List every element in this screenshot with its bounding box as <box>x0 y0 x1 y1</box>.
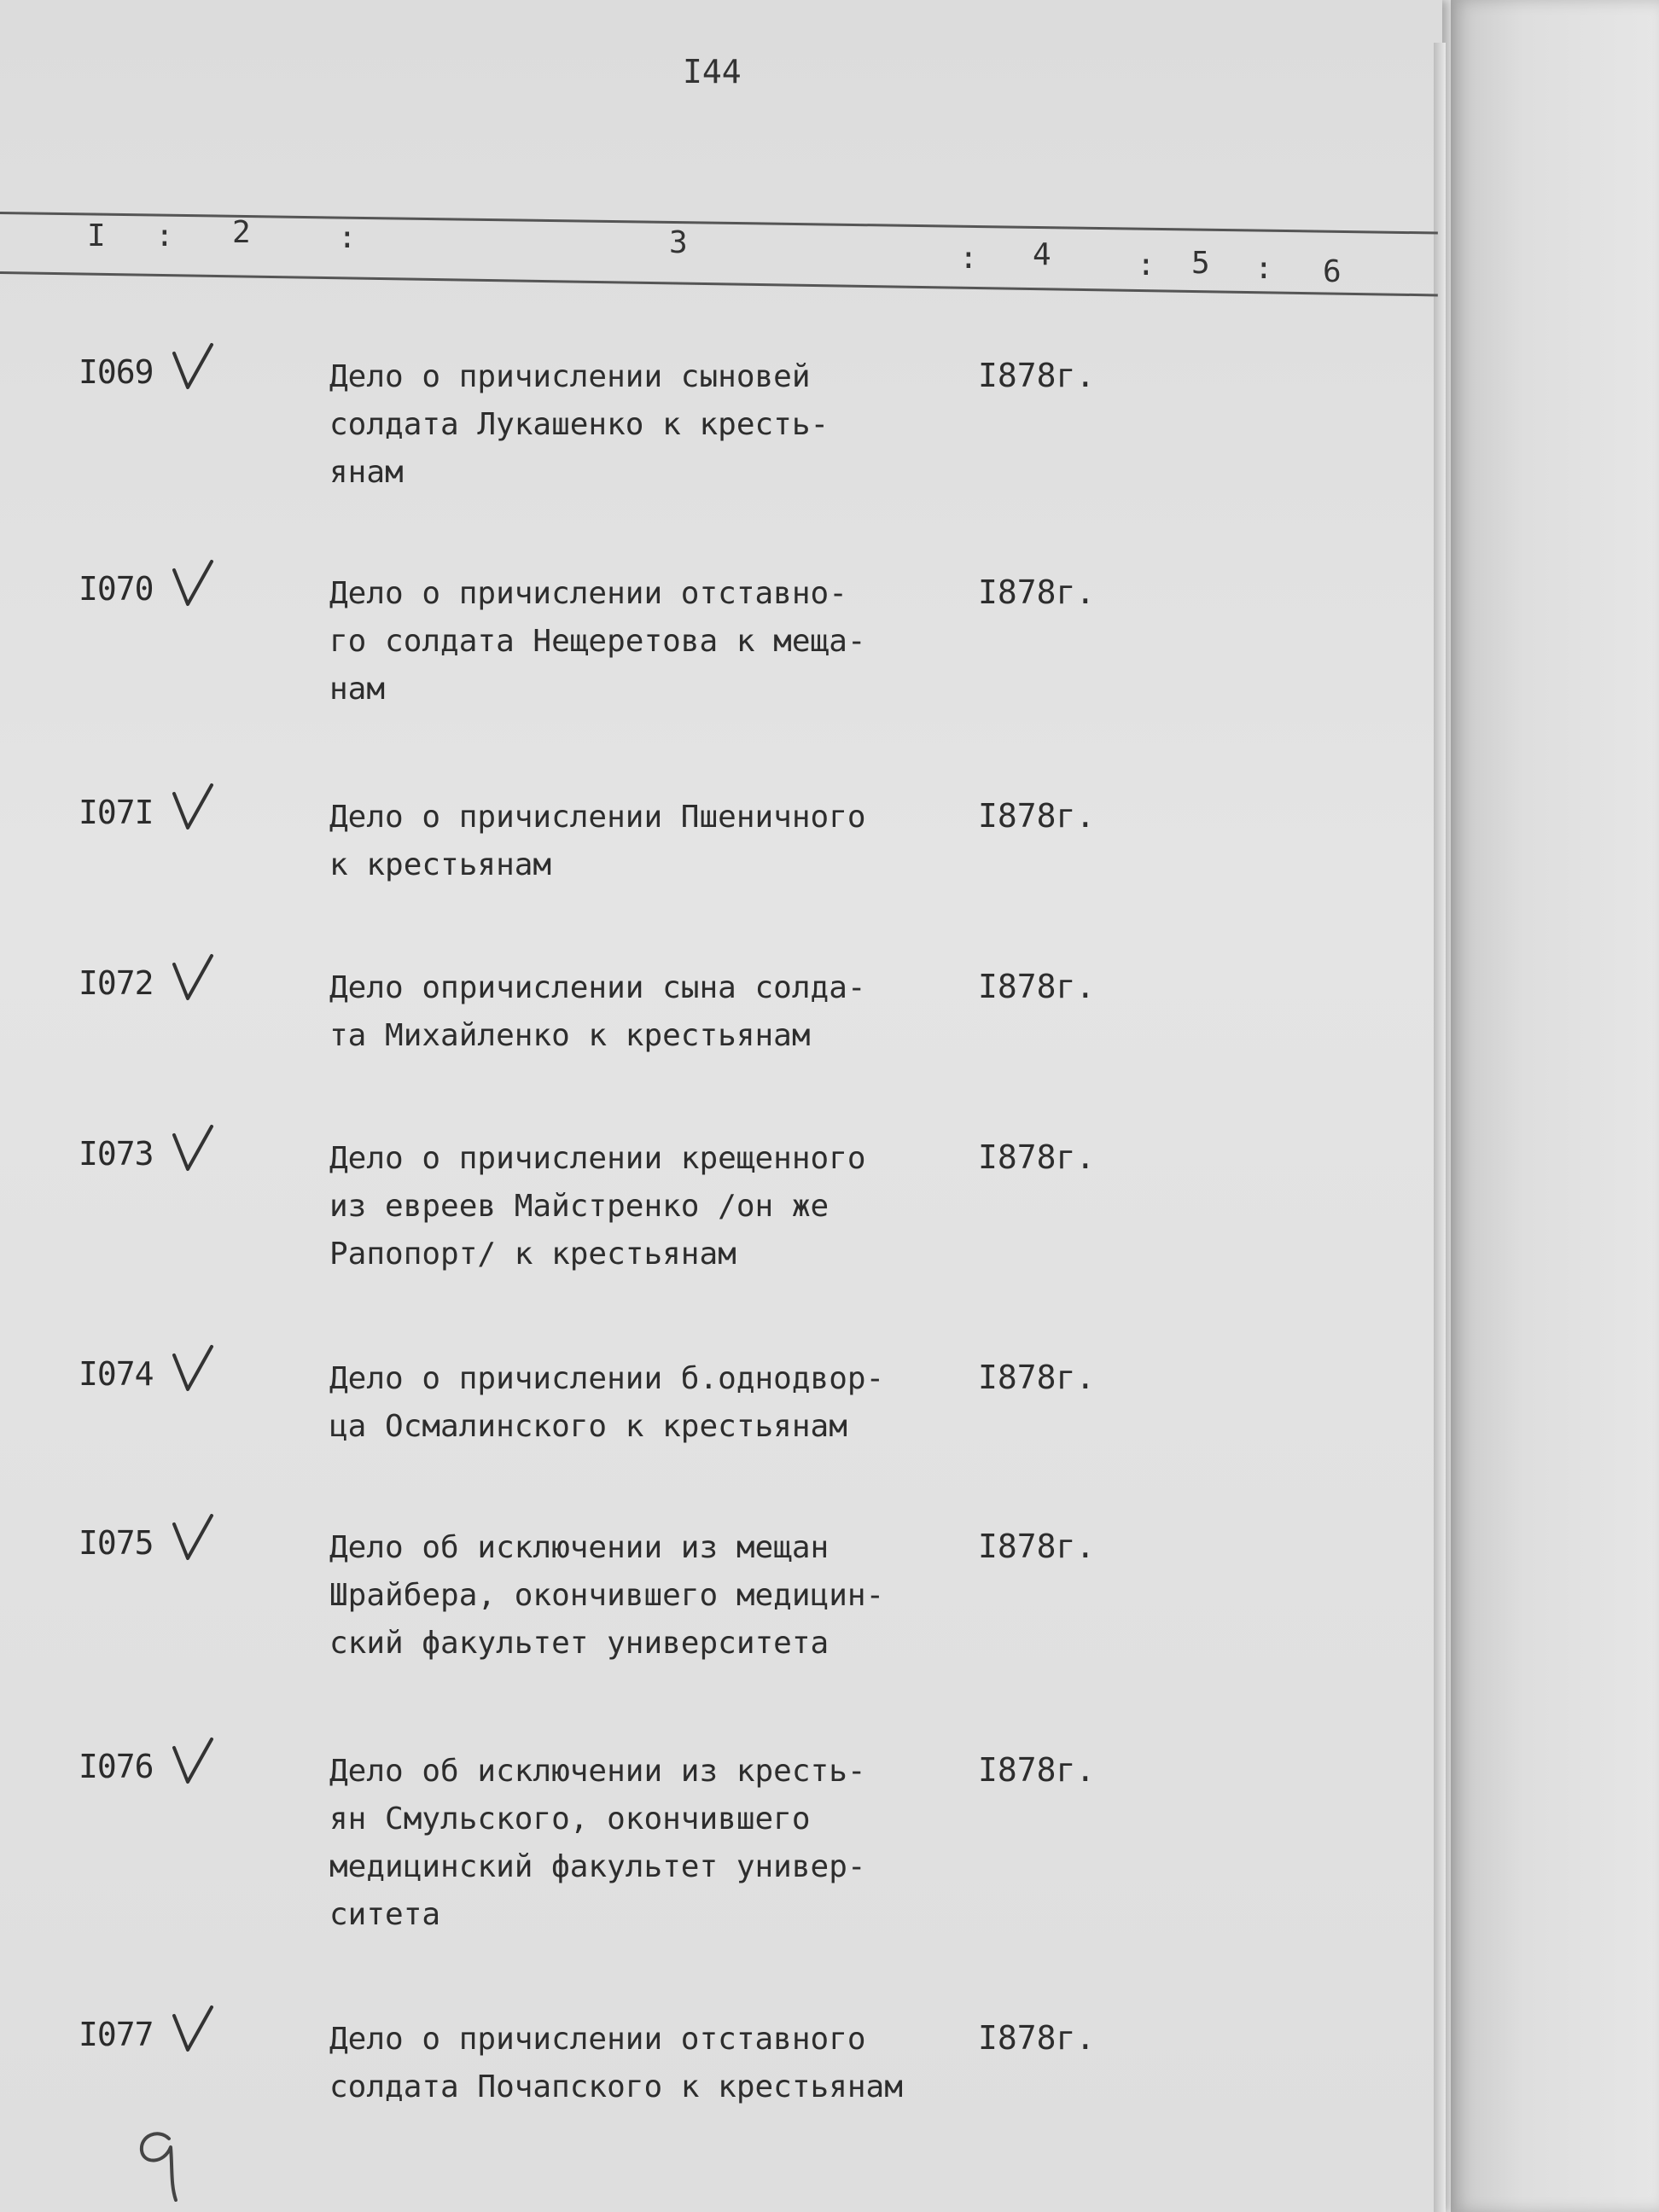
entry-title: Дело о причислении Пшеничного к крестьянам <box>329 800 866 882</box>
entry-title: Дело о причислении отставно- го солдата Нещеретова к меща- нам <box>329 576 866 707</box>
column-header-1: I <box>87 218 106 253</box>
checkmark-icon <box>171 558 215 613</box>
entry-date: I878г. <box>978 357 1096 394</box>
column-separator: : <box>1254 251 1273 286</box>
entry-number: I077 <box>79 2016 154 2053</box>
column-separator: : <box>338 220 357 255</box>
checkmark-icon <box>171 1343 215 1398</box>
entry-number: I069 <box>79 353 154 391</box>
entry-number: I070 <box>79 570 154 608</box>
entry-number: I072 <box>79 964 154 1002</box>
checkmark-icon <box>171 1512 215 1567</box>
column-header-2: 2 <box>232 215 251 250</box>
entry-title: Дело о причислении отставного солдата Почапского к крестьянам <box>329 2022 903 2104</box>
entry-number: I075 <box>79 1524 154 1562</box>
entry-number: I073 <box>79 1135 154 1173</box>
column-header-3: 3 <box>669 225 688 260</box>
checkmark-icon <box>171 1123 215 1178</box>
entry-title: Дело о причислении б.однодвор- ца Осмалинского к крестьянам <box>329 1361 885 1444</box>
entry-number: I076 <box>79 1748 154 1785</box>
underlying-page <box>1451 0 1659 2212</box>
entry-title: Дело опричислении сына солда- та Михайленко к крестьянам <box>329 970 866 1053</box>
entry-title: Дело об исключении из кресть- ян Смульского, окончившего медицинский факультет универ- ситета <box>329 1754 866 1932</box>
entry-date: I878г. <box>978 797 1096 835</box>
entry-date: I878г. <box>978 1138 1096 1176</box>
checkmark-icon <box>171 2004 215 2058</box>
column-header-5: 5 <box>1191 246 1210 281</box>
entry-date: I878г. <box>978 1528 1096 1565</box>
header-rule-top <box>0 212 1438 235</box>
column-header-6: 6 <box>1323 254 1342 289</box>
checkmark-icon <box>171 1736 215 1790</box>
entry-date: I878г. <box>978 2019 1096 2057</box>
entry-date: I878г. <box>978 1751 1096 1789</box>
entry-date: I878г. <box>978 1359 1096 1396</box>
column-separator: : <box>155 218 174 253</box>
entry-number: I07I <box>79 794 154 831</box>
entry-title: Дело об исключении из мещан Шрайбера, окончившего медицин- ский факультет университета <box>329 1530 885 1661</box>
page-number: I44 <box>683 53 742 90</box>
checkmark-icon <box>171 782 215 836</box>
checkmark-icon <box>171 341 215 396</box>
handwritten-page-mark <box>128 2116 196 2202</box>
entry-title: Дело о причислении крещенного из евреев Майстренко /он же Рапопорт/ к крестьянам <box>329 1141 866 1272</box>
entry-date: I878г. <box>978 573 1096 611</box>
checkmark-icon <box>171 952 215 1007</box>
entry-date: I878г. <box>978 968 1096 1005</box>
entry-number: I074 <box>79 1355 154 1393</box>
column-header-4: 4 <box>1033 237 1051 272</box>
page-edge <box>1434 43 1446 2212</box>
header-rule-bottom <box>0 271 1438 296</box>
column-separator: : <box>959 241 978 276</box>
column-separator: : <box>1137 247 1155 282</box>
entry-title: Дело о причислении сыновей солдата Лукашенко к кресть- янам <box>329 359 830 490</box>
